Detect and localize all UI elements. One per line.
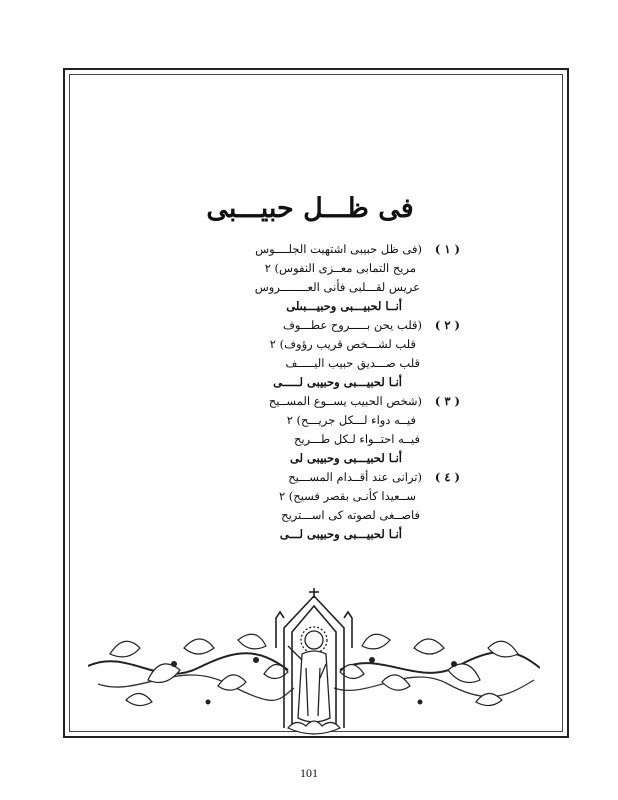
stanza-line: قلب لشـــخص قريب رؤوف) ٢ (269, 337, 416, 351)
stanza-line: فيــه احتــواء لـكل طـــريح (293, 432, 420, 446)
stanza-line: فيــه دواء لـــكل جريـــح) ٢ (286, 413, 416, 427)
stanza-line: فاصــغى لصوته كى اســـتريح (281, 508, 420, 522)
stanza-line: ســعيدا كأنـى بقصر فسيح) ٢ (278, 489, 416, 503)
stanza-line-text: (شخص الحبيب يســوع المســيح (268, 394, 422, 408)
stanza-line: مريح التمابى معــزى النفوس) ٢ (264, 261, 416, 275)
stanza-1 (180, 240, 460, 316)
chorus-line: أنـا لحبيـــبى وحبيبى لى (289, 451, 402, 465)
stanza-number: ( ٤ ) (434, 470, 460, 484)
page-number: 101 (300, 766, 318, 780)
stanza-number: ( ٢ ) (434, 318, 460, 332)
chorus-line: أنـا لحبيـــبى وحبيبى لـــــى (273, 375, 402, 389)
stanza-4 (180, 468, 460, 544)
floral-ornament-illustration (88, 588, 540, 738)
stanza-line-text: (قلب يحن بـــــروح عطـــوف (282, 318, 422, 332)
stanza-line: عريس لقـــلبى فأنى العــــــــروس (254, 280, 420, 294)
page-title: فى ظـــل حبيـــبى (206, 193, 414, 224)
stanza-number: ( ۱ ) (434, 242, 460, 256)
stanza-number: ( ٣ ) (434, 394, 460, 408)
stanza-line-text: (فى ظل حبيبى اشتهيت الجلــــوس (255, 242, 422, 256)
stanza-2 (180, 316, 460, 392)
stanza-line: قلب صـــديق حبيب اليـــــف (285, 356, 420, 370)
stanza-line (180, 468, 460, 487)
chorus-line: أنـا لحبيـــبى وحبيبى لـــى (279, 527, 402, 541)
stanza-line (180, 240, 460, 259)
chorus-line: أنــا لحبيـــبى وحبيـــبىلى (286, 299, 402, 313)
stanza-line (180, 316, 460, 335)
stanza-line (180, 392, 460, 411)
stanza-line-text: (ترانى عند أقــدام المســـيح (288, 470, 422, 484)
poem (180, 240, 460, 544)
stanza-3 (180, 392, 460, 468)
